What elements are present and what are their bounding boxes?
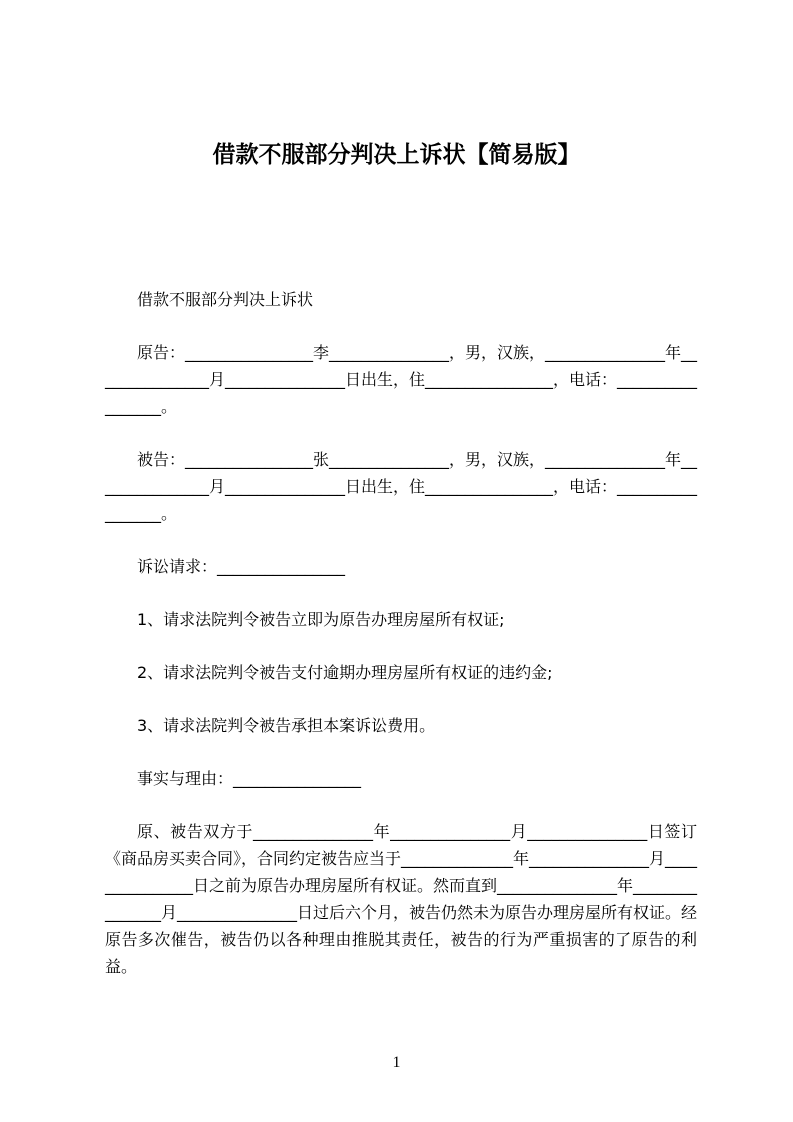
defendant-paragraph: 被告：________________张_______________，男，汉族，_______________年_______________月_______________日出生，住________________，电话：_________________。 xyxy=(105,450,698,523)
claim-item-1: 1、请求法院判令被告立即为原告办理房屋所有权证; xyxy=(137,610,505,629)
facts-paragraph: 原、被告双方于_______________年_______________月_______________日签订《商品房买卖合同》，合同约定被告应当于______________年_______________月_______________日之前为原告办理房屋所有权证。然而直到_______________年_______________月_______________日过后六个月，被告仍然未为原告办理房屋所有权证。经原告多次催告，被告仍以各种理由推脱其责任，被告的行为严重损害的了原告的利益。 xyxy=(105,822,698,976)
claims-heading: 诉讼请求：________________ xyxy=(137,557,346,576)
facts-heading: 事实与理由：________________ xyxy=(137,769,362,788)
document-body xyxy=(105,286,697,1006)
page-number: 1 xyxy=(392,1054,401,1071)
claim-item-2: 2、请求法院判令被告支付逾期办理房屋所有权证的违约金; xyxy=(137,663,553,682)
claim-item-3: 3、请求法院判令被告承担本案诉讼费用。 xyxy=(137,716,436,735)
plaintiff-paragraph: 原告：________________李_______________，男，汉族，_______________年_______________月_______________日出生，住________________，电话：_________________。 xyxy=(105,343,698,416)
document-title: 借款不服部分判决上诉状【简易版】 xyxy=(212,142,581,168)
appeal-heading: 借款不服部分判决上诉状 xyxy=(137,290,314,309)
